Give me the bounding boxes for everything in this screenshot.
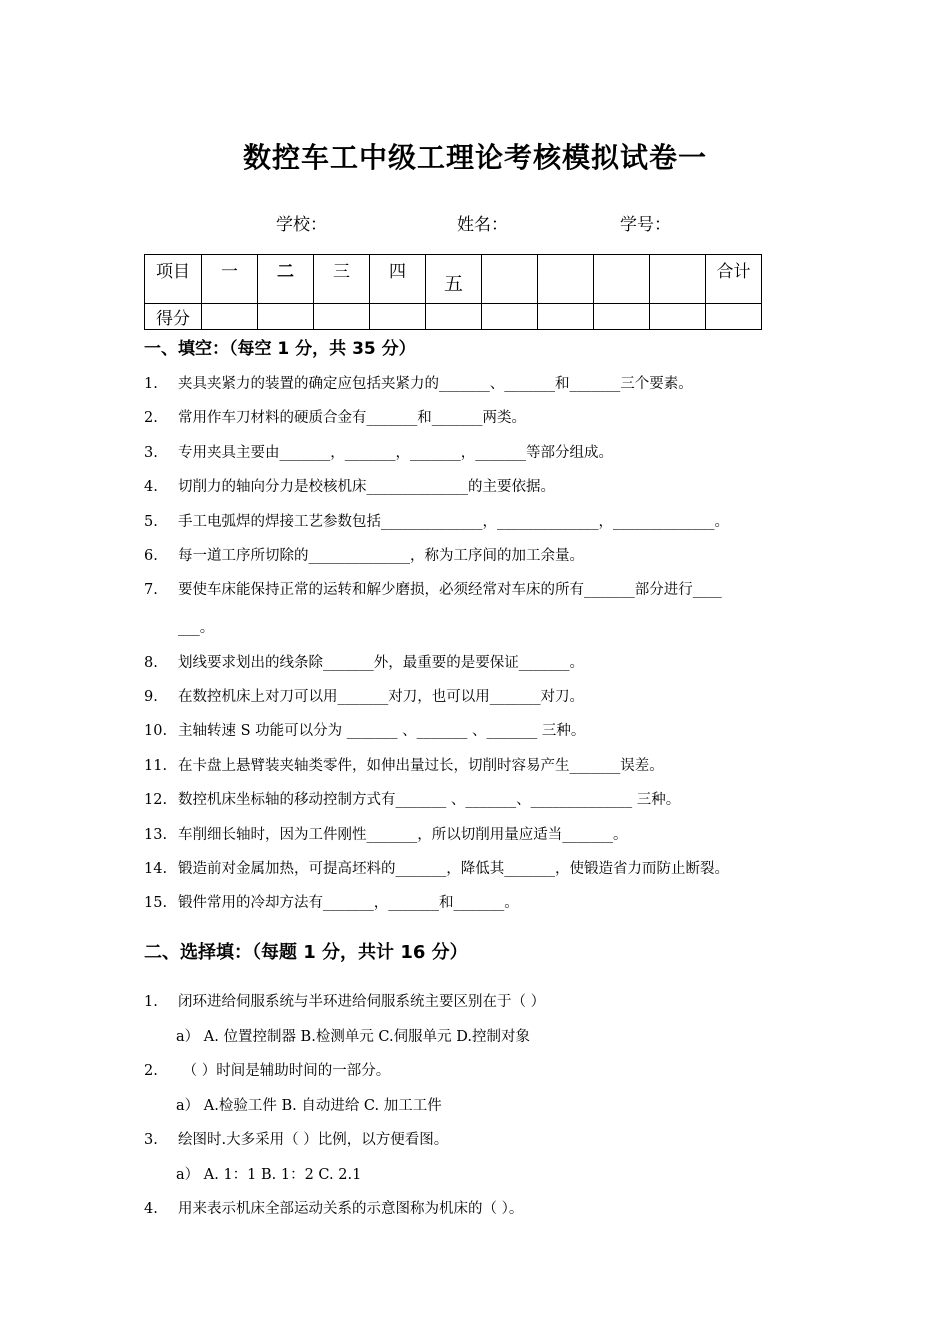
score-header-cell: 四: [370, 255, 426, 304]
question-item: 4. 切削力的轴向分力是校核机床______________的主要依据。: [144, 479, 555, 495]
score-table: [144, 254, 762, 330]
choice-options: a） A. 位置控制器 B.检测单元 C.伺服单元 D.控制对象: [176, 1029, 530, 1045]
question-item: 11. 在卡盘上悬臂装夹轴类零件，如伸出量过长，切削时容易产生_______误差。: [144, 758, 664, 774]
score-row-label: 得分: [145, 304, 202, 330]
score-header-cell: [538, 255, 594, 304]
name-label: 姓名：: [457, 215, 508, 235]
score-cell: [426, 304, 482, 330]
question-item: 3. 专用夹具主要由_______，_______，_______，_______等部分组成。: [144, 445, 613, 461]
choice-question: 1. 闭环进给伺服系统与半环进给伺服系统主要区别在于（ ）: [144, 994, 546, 1010]
score-cell: [706, 304, 762, 330]
score-header-cell: 五: [426, 255, 482, 304]
score-cell: [650, 304, 706, 330]
score-header-cell: [650, 255, 706, 304]
choice-question: 2. （ ）时间是辅助时间的一部分。: [144, 1063, 391, 1079]
score-cell: [594, 304, 650, 330]
score-cell: [538, 304, 594, 330]
score-header-cell: 一: [202, 255, 258, 304]
score-header-cell: 三: [314, 255, 370, 304]
score-cell: [482, 304, 538, 330]
question-item: 9. 在数控机床上对刀可以用_______对刀，也可以用_______对刀。: [144, 689, 584, 705]
score-header-cell: [594, 255, 650, 304]
choice-question: 3. 绘图时.大多采用（ ）比例，以方便看图。: [144, 1132, 449, 1148]
school-label: 学校：: [276, 215, 327, 235]
question-item: 1. 夹具夹紧力的装置的确定应包括夹紧力的_______、_______和_______三个要素。: [144, 376, 693, 392]
choice-options: a） A.检验工件 B. 自动进给 C. 加工工件: [176, 1098, 442, 1114]
score-header-cell: 合计: [706, 255, 762, 304]
student-no-label: 学号：: [620, 215, 671, 235]
question-item: 8. 划线要求划出的线条除_______外，最重要的是要保证_______。: [144, 655, 584, 671]
page-title: 数控车工中级工理论考核模拟试卷一: [242, 141, 707, 174]
score-cell: [202, 304, 258, 330]
score-header-cell: 二: [258, 255, 314, 304]
score-header-cell: [482, 255, 538, 304]
section2-heading: 二、选择填：（每题 1 分，共计 16 分）: [144, 942, 468, 963]
score-header-cell: 项目: [145, 255, 202, 304]
score-cell: [314, 304, 370, 330]
question-item: 5. 手工电弧焊的焊接工艺参数包括______________，______________，______________。: [144, 514, 729, 530]
question-item: 6. 每一道工序所切除的______________，称为工序间的加工余量。: [144, 548, 584, 564]
choice-options: a） A. 1：1 B. 1：2 C. 2.1: [176, 1167, 362, 1183]
question-item: 14. 锻造前对金属加热，可提高坯料的_______，降低其_______，使锻造省力而防止断裂。: [144, 861, 729, 877]
question-item: 15. 锻件常用的冷却方法有_______，_______和_______。: [144, 895, 519, 911]
score-cell: [258, 304, 314, 330]
question-item: 13. 车削细长轴时，因为工件刚性_______，所以切削用量应适当_______。: [144, 827, 628, 843]
choice-question: 4. 用来表示机床全部运动关系的示意图称为机床的（ ）。: [144, 1201, 524, 1217]
section1-heading: 一、填空：（每空 1 分，共 35 分）: [144, 339, 416, 359]
question-item: 10. 主轴转速 S 功能可以分为 _______ 、_______ 、_______ 三种。: [144, 723, 586, 739]
question-item: 2. 常用作车刀材料的硬质合金有_______和_______两类。: [144, 410, 526, 426]
score-cell: [370, 304, 426, 330]
question-item: 12. 数控机床坐标轴的移动控制方式有_______ 、_______、______________ 三种。: [144, 792, 681, 808]
question-continuation: ___。: [178, 620, 215, 636]
question-item: 7. 要使车床能保持正常的运转和解少磨损，必须经常对车床的所有_______部分进行____: [144, 582, 722, 598]
